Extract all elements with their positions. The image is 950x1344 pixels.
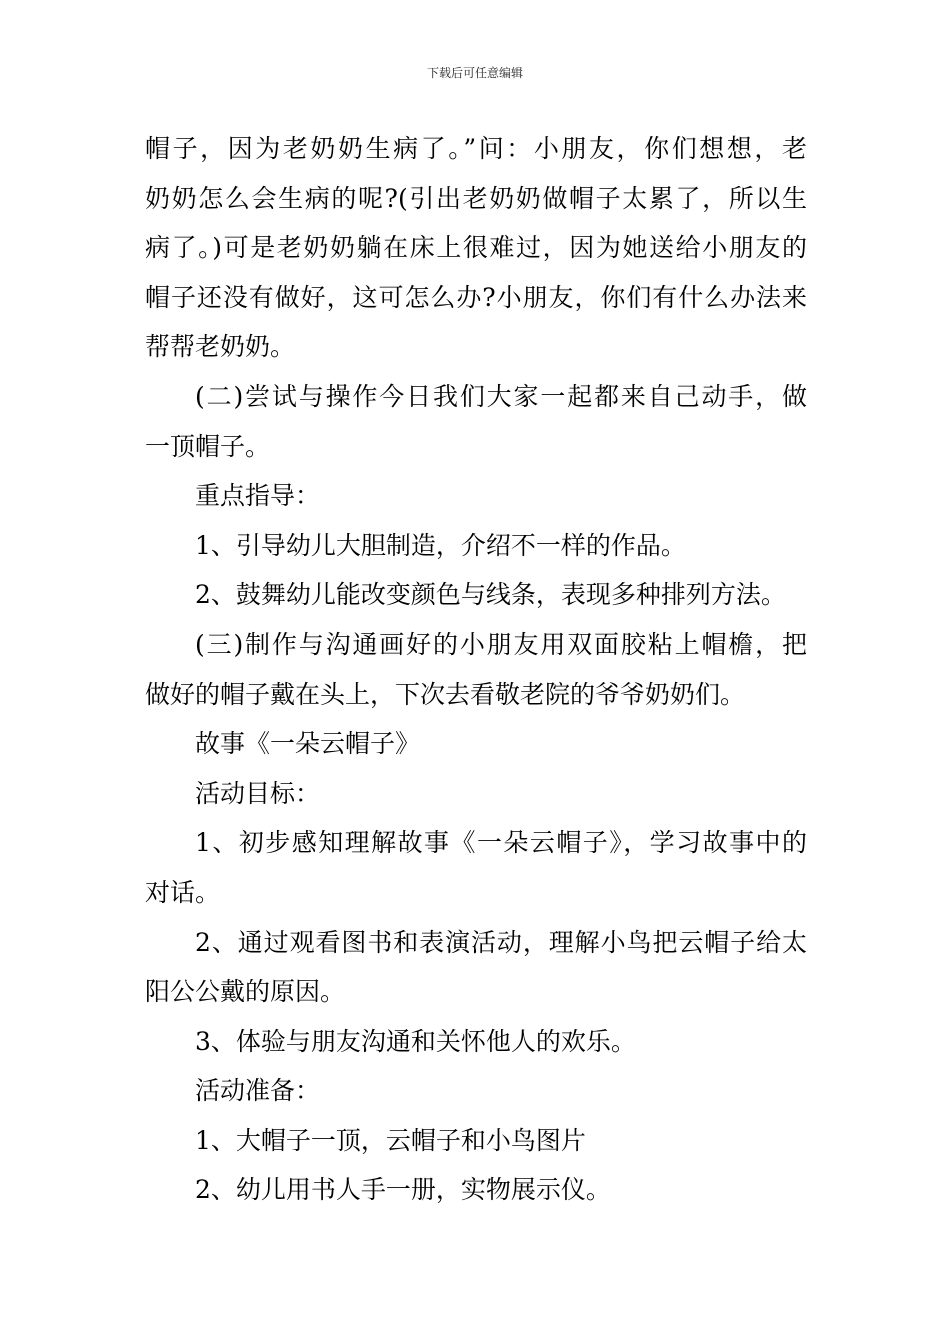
- text-line: 做好的帽子戴在头上，下次去看敬老院的爷爷奶奶们。: [145, 679, 746, 709]
- text-line: (三)制作与沟通画好的小朋友用双面胶粘上帽檐，把: [195, 629, 807, 659]
- text-line: 1、大帽子一顶，云帽子和小鸟图片: [195, 1125, 586, 1155]
- text-line: 病了。)可是老奶奶躺在床上很难过，因为她送给小朋友的: [145, 233, 807, 263]
- text-line: 帽子，因为老奶奶生病了。”问：小朋友，你们想想，老: [145, 134, 807, 163]
- text-line: 重点指导：: [195, 481, 321, 511]
- text-line: 活动目标：: [195, 778, 321, 808]
- text-line: 2、鼓舞幼儿能改变颜色与线条，表现多种排列方法。: [195, 580, 786, 610]
- document-body: [145, 124, 807, 1215]
- text-line: 对话。: [145, 877, 221, 907]
- text-line: 3、体验与朋友沟通和关怀他人的欢乐。: [195, 1026, 636, 1056]
- text-line: 阳公公戴的原因。: [145, 977, 346, 1007]
- text-line: 1、引导幼儿大胆制造，介绍不一样的作品。: [195, 530, 686, 560]
- text-line: 帮帮老奶奶。: [145, 332, 296, 362]
- text-line: 1、初步感知理解故事《一朵云帽子》，学习故事中的: [195, 828, 807, 858]
- text-line: 2、幼儿用书人手一册，实物展示仪。: [195, 1175, 611, 1205]
- page-header: 下载后可任意编辑: [426, 66, 523, 80]
- text-line: 奶奶怎么会生病的呢?(引出老奶奶做帽子太累了，所以生: [145, 183, 807, 213]
- text-line: (二)尝试与操作今日我们大家一起都来自己动手，做: [195, 381, 807, 411]
- text-line: 一顶帽子。: [145, 431, 271, 461]
- text-line: 2、通过观看图书和表演活动，理解小鸟把云帽子给太: [195, 927, 807, 957]
- text-line: 故事《一朵云帽子》: [195, 729, 421, 759]
- text-line: 活动准备：: [195, 1076, 321, 1106]
- text-line: 帽子还没有做好，这可怎么办?小朋友，你们有什么办法来: [145, 282, 807, 312]
